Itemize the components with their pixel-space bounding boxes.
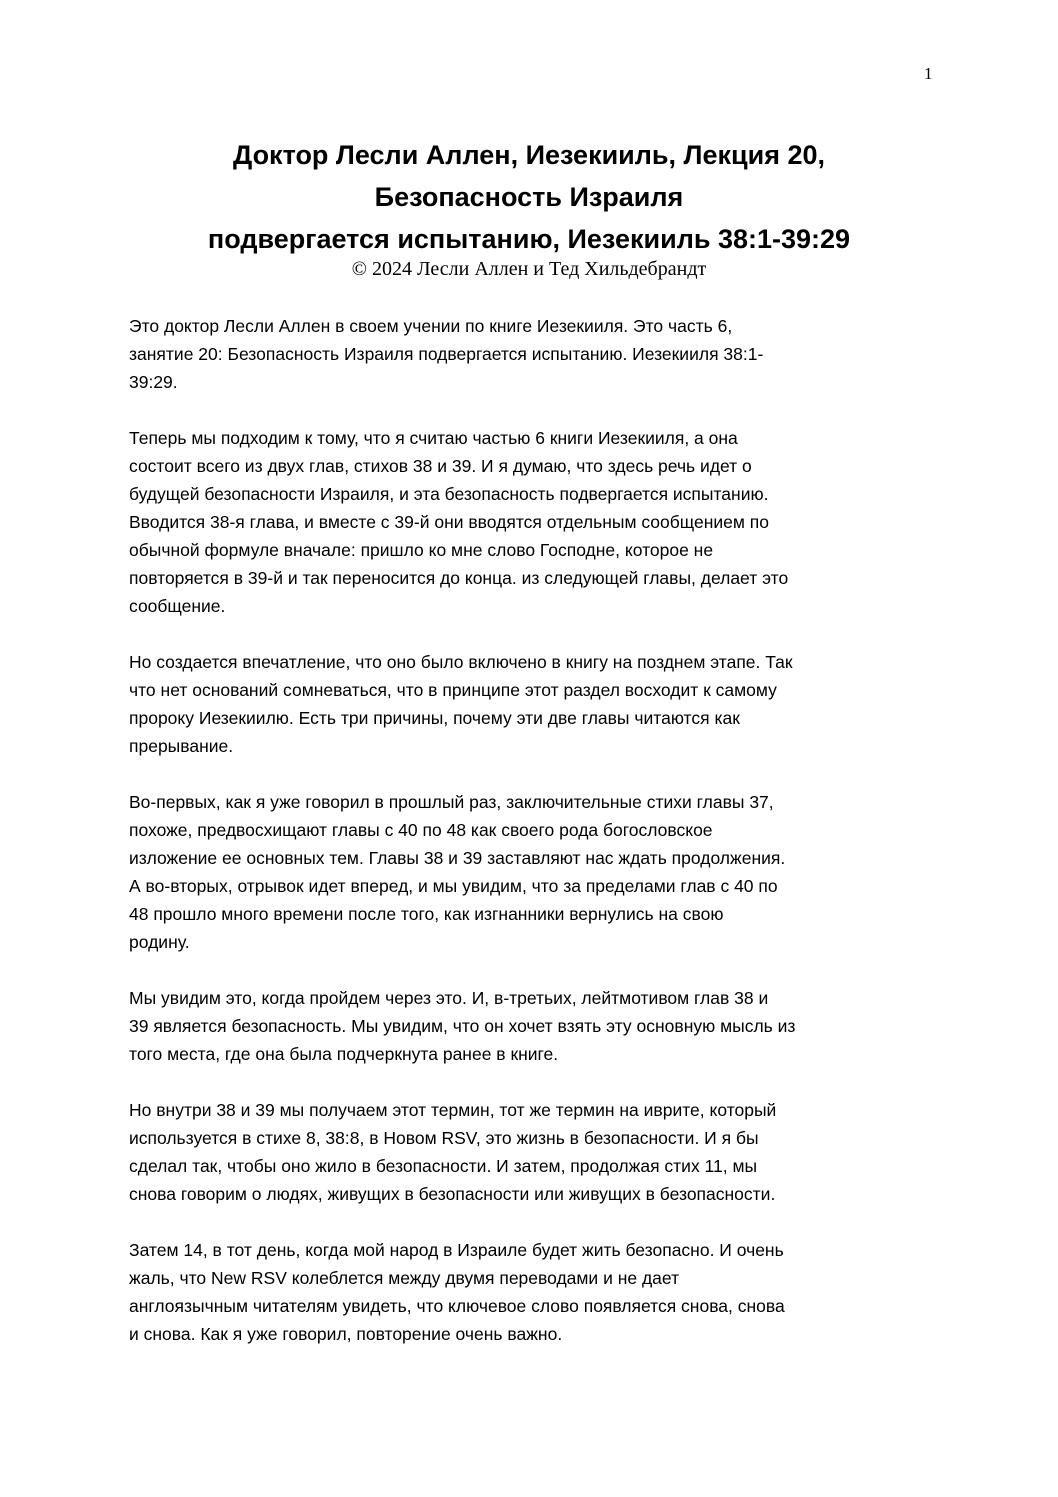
copyright-notice: © 2024 Лесли Аллен и Тед Хильдебрандт bbox=[351, 258, 707, 280]
paragraph-2 bbox=[129, 424, 941, 620]
paragraph-1 bbox=[129, 312, 941, 396]
title-block bbox=[0, 134, 1058, 282]
text-line: будущей безопасности Израиля, и эта безопасность подвергается испытанию. bbox=[129, 484, 769, 504]
text-line: используется в стихе 8, 38:8, в Новом RSV, это жизнь в безопасности. И я бы bbox=[129, 1128, 759, 1148]
page-title-line-2: Безопасность Израиля bbox=[374, 182, 684, 212]
page-title-line-3: подвергается испытанию, Иезекииль 38:1-39:29 bbox=[207, 224, 851, 254]
paragraph-7 bbox=[129, 1236, 941, 1348]
text-line: 39:29. bbox=[129, 372, 178, 392]
text-line: Затем 14, в тот день, когда мой народ в Израиле будет жить безопасно. И очень bbox=[129, 1240, 784, 1260]
text-line: Теперь мы подходим к тому, что я считаю частью 6 книги Иезекииля, а она bbox=[129, 428, 738, 448]
text-line: и снова. Как я уже говорил, повторение очень важно. bbox=[129, 1324, 563, 1344]
text-line: обычной формуле вначале: пришло ко мне слово Господне, которое не bbox=[129, 540, 714, 560]
text-line: родину. bbox=[129, 932, 190, 952]
page-number: 1 bbox=[924, 64, 933, 83]
text-line: А во-вторых, отрывок идет вперед, и мы увидим, что за пределами глав с 40 по bbox=[129, 876, 778, 896]
text-line: снова говорим о людях, живущих в безопасности или живущих в безопасности. bbox=[129, 1184, 776, 1204]
text-line: 39 является безопасность. Мы увидим, что он хочет взять эту основную мысль из bbox=[129, 1016, 796, 1036]
text-line: Во-первых, как я уже говорил в прошлый раз, заключительные стихи главы 37, bbox=[129, 792, 774, 812]
text-line: жаль, что New RSV колеблется между двумя переводами и не дает bbox=[129, 1268, 680, 1288]
page-title-line-1: Доктор Лесли Аллен, Иезекииль, Лекция 20, bbox=[233, 140, 825, 170]
paragraph-5 bbox=[129, 984, 941, 1068]
text-line: повторяется в 39-й и так переносится до конца. из следующей главы, делает это bbox=[129, 568, 789, 588]
text-line: англоязычным читателям увидеть, что ключевое слово появляется снова, снова bbox=[129, 1296, 785, 1316]
document-body bbox=[129, 312, 941, 1376]
paragraph-6 bbox=[129, 1096, 941, 1208]
text-line: Но внутри 38 и 39 мы получаем этот термин, тот же термин на иврите, который bbox=[129, 1100, 777, 1120]
text-line: Вводится 38-я глава, и вместе с 39-й они вводятся отдельным сообщением по bbox=[129, 512, 769, 532]
text-line: похоже, предвосхищают главы с 40 по 48 как своего рода богословское bbox=[129, 820, 713, 840]
text-line: сообщение. bbox=[129, 596, 226, 616]
text-line: Но создается впечатление, что оно было включено в книгу на позднем этапе. Так bbox=[129, 652, 793, 672]
paragraph-4 bbox=[129, 788, 941, 956]
text-line: пророку Иезекиилю. Есть три причины, почему эти две главы читаются как bbox=[129, 708, 740, 728]
text-line: что нет оснований сомневаться, что в принципе этот раздел восходит к самому bbox=[129, 680, 777, 700]
text-line: Это доктор Лесли Аллен в своем учении по книге Иезекииля. Это часть 6, bbox=[129, 316, 733, 336]
text-line: состоит всего из двух глав, стихов 38 и 39. И я думаю, что здесь речь идет о bbox=[129, 456, 752, 476]
text-line: занятие 20: Безопасность Израиля подвергается испытанию. Иезекииля 38:1- bbox=[129, 344, 764, 364]
paragraph-3 bbox=[129, 648, 941, 760]
text-line: того места, где она была подчеркнута ранее в книге. bbox=[129, 1044, 559, 1064]
text-line: сделал так, чтобы оно жило в безопасности. И затем, продолжая стих 11, мы bbox=[129, 1156, 758, 1176]
text-line: 48 прошло много времени после того, как изгнанники вернулись на свою bbox=[129, 904, 724, 924]
text-line: Мы увидим это, когда пройдем через это. И, в-третьих, лейтмотивом глав 38 и bbox=[129, 988, 769, 1008]
text-line: прерывание. bbox=[129, 736, 234, 756]
text-line: изложение ее основных тем. Главы 38 и 39 заставляют нас ждать продолжения. bbox=[129, 848, 786, 868]
